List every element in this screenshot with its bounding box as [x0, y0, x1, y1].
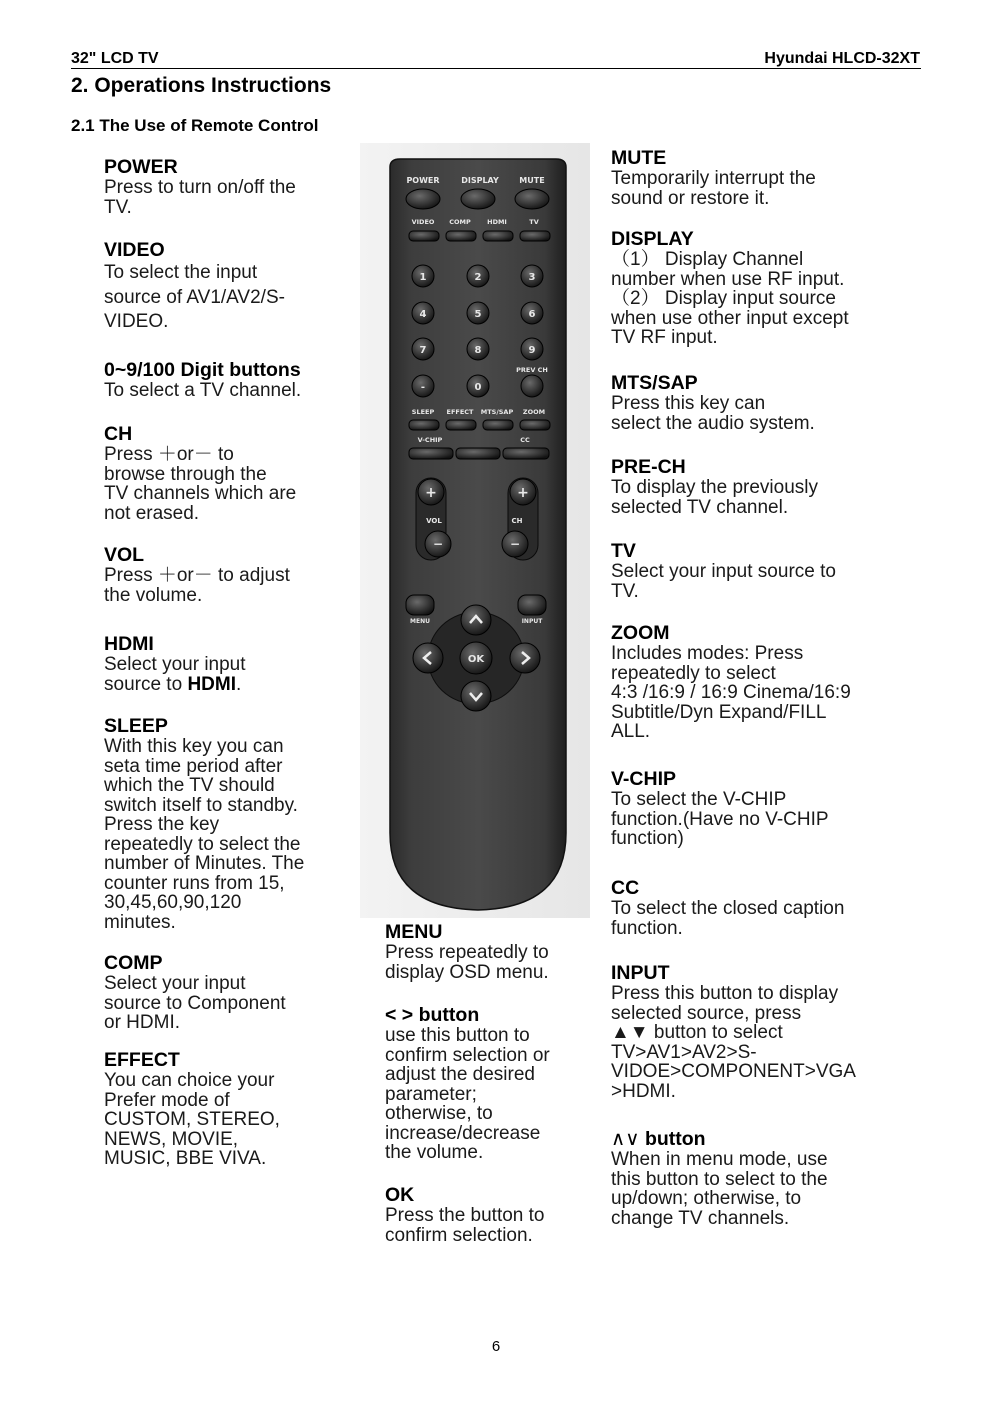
remote-mute-button[interactable] — [515, 189, 549, 209]
remote-digit-8-label: 8 — [474, 345, 482, 356]
entry-up-down-button — [611, 1129, 911, 1228]
entry-title: DISPLAY — [611, 228, 694, 250]
remote-display-button[interactable] — [461, 189, 495, 209]
remote-label-hdmi: HDMI — [487, 218, 507, 226]
entry-text: With this key you can seta time period after which the TV should switch itself to standby. Press the key repeatedly to select the number of Minutes. The counter runs from 15, 30,45,60,90,120 minutes. — [104, 736, 305, 933]
entry-text: Press ＋or－ to adjust the volume. — [104, 565, 290, 606]
entry-title: ZOOM — [611, 622, 670, 644]
entry-vol — [104, 545, 354, 605]
entry-text: Press to turn on/off the TV. — [104, 177, 296, 218]
hdmi-text-after: . — [236, 673, 242, 695]
entry-text: Press this key can select the audio system. — [611, 393, 815, 434]
remote-label-ch: CH — [511, 517, 523, 525]
entry-title: MUTE — [611, 147, 667, 169]
entry-title: OK — [385, 1184, 415, 1206]
entry-input — [611, 963, 911, 1101]
remote-digit-1-label: 1 — [419, 272, 427, 283]
remote-input-button[interactable] — [518, 595, 546, 615]
entry-digit-buttons — [104, 360, 354, 401]
entry-ok — [385, 1185, 600, 1245]
remote-label-mute: MUTE — [519, 176, 545, 185]
entry-pre-ch — [611, 457, 911, 517]
entry-title-text: button — [639, 1128, 706, 1150]
remote-label-sleep: SLEEP — [411, 408, 435, 416]
remote-label-v-chip: V-CHIP — [417, 436, 443, 444]
entry-ch — [104, 424, 354, 523]
remote-label-input: INPUT — [521, 618, 543, 625]
remote-digit-2-label: 2 — [474, 272, 482, 283]
remote-label-comp: COMP — [449, 218, 471, 226]
remote-digit-0-label: 0 — [474, 382, 482, 393]
entry-tv — [611, 541, 911, 601]
remote-cc-button[interactable] — [503, 448, 549, 459]
entry-text: To select the V-CHIP function.(Have no V-CHIP function) — [611, 789, 829, 849]
remote-tv-button[interactable] — [520, 231, 550, 241]
entry-left-right-button — [385, 1005, 600, 1163]
entry-v-chip — [611, 769, 911, 849]
remote-mts-sap-button[interactable] — [483, 420, 513, 430]
remote-prev-ch-button[interactable] — [521, 375, 543, 397]
remote-comp-button[interactable] — [446, 231, 476, 241]
remote-label-ok: OK — [467, 654, 485, 665]
entry-power — [104, 157, 354, 217]
remote-vol-minus-label: − — [432, 537, 444, 551]
entry-title: CH — [104, 423, 133, 445]
entry-text — [104, 655, 354, 694]
remote-label-video: VIDEO — [411, 218, 435, 226]
remote-sleep-button[interactable] — [409, 420, 439, 430]
entry-text: Temporarily interrupt the sound or restore it. — [611, 168, 816, 209]
remote-hdmi-button[interactable] — [483, 231, 513, 241]
header-rule — [71, 68, 921, 69]
remote-digit-4-label: 4 — [419, 309, 427, 320]
remote-menu-button[interactable] — [406, 595, 434, 615]
remote-video-button[interactable] — [409, 231, 439, 241]
entry-display — [611, 229, 911, 348]
entry-hdmi — [104, 634, 354, 694]
entry-mute — [611, 148, 911, 208]
header-model-right: Hyundai HLCD-32XT — [764, 50, 920, 67]
remote-label-display: DISPLAY — [461, 176, 499, 185]
entry-title: PRE-CH — [611, 456, 686, 478]
entry-text: Press this button to display selected source, press ▲▼ button to select TV>AV1>AV2>S- VIDOE>COMPONENT>VGA >HDMI. — [611, 983, 856, 1102]
remote-label-cc: CC — [520, 436, 530, 444]
entry-text: To select the closed caption function. — [611, 898, 845, 939]
remote-blank-button[interactable] — [456, 448, 500, 459]
entry-title — [611, 1129, 911, 1150]
entry-title: 0~9/100 Digit buttons — [104, 359, 301, 381]
remote-label-tv: TV — [529, 218, 539, 226]
entry-title: INPUT — [611, 962, 670, 984]
remote-zoom-button[interactable] — [520, 420, 550, 430]
entry-title: POWER — [104, 156, 178, 178]
entry-title: EFFECT — [104, 1049, 180, 1071]
subsection-title: 2.1 The Use of Remote Control — [71, 116, 319, 135]
entry-text: You can choice your Prefer mode of CUSTOM, STEREO, NEWS, MOVIE, MUSIC, BBE VIVA. — [104, 1070, 280, 1169]
entry-text: When in menu mode, use this button to select to the up/down; otherwise, to change TV channels. — [611, 1149, 828, 1229]
entry-text: Includes modes: Press repeatedly to select 4:3 /16:9 / 16:9 Cinema/16:9 Subtitle/Dyn Expand/FILL ALL. — [611, 643, 851, 742]
entry-title: COMP — [104, 952, 163, 974]
entry-comp — [104, 953, 354, 1033]
remote-down-button[interactable] — [461, 681, 491, 711]
entry-cc — [611, 878, 911, 938]
entry-text: To display the previously selected TV channel. — [611, 477, 818, 518]
entry-text: To select the input source of AV1/AV2/S- VIDEO. — [104, 262, 285, 332]
entry-title: VOL — [104, 544, 145, 566]
remote-power-button[interactable] — [406, 189, 440, 209]
remote-right-button[interactable] — [510, 643, 540, 673]
remote-digit-6-label: 6 — [528, 309, 536, 320]
entry-text: use this button to confirm selection or adjust the desired parameter; otherwise, to increase/decrease the volume. — [385, 1025, 550, 1163]
header-model-left: 32" LCD TV — [71, 50, 159, 67]
hdmi-text-before: Select your input source to — [104, 654, 246, 695]
remote-label-menu: MENU — [410, 618, 430, 625]
entry-text: （1） Display Channel number when use RF input. （2） Display input source when use other input except TV RF input. — [611, 249, 849, 348]
entry-effect — [104, 1050, 354, 1169]
remote-label-zoom: ZOOM — [522, 408, 546, 416]
entry-text: Press ＋or－ to browse through the TV channels which are not erased. — [104, 444, 297, 524]
remote-vol-plus-label: + — [425, 485, 437, 501]
entry-title: HDMI — [104, 633, 154, 655]
entry-sleep — [104, 716, 354, 932]
entry-text: To select a TV channel. — [104, 380, 302, 401]
remote-left-button[interactable] — [413, 643, 443, 673]
remote-label-effect: EFFECT — [446, 408, 474, 416]
entry-title: MTS/SAP — [611, 372, 698, 394]
entry-title: VIDEO — [104, 239, 165, 261]
up-down-glyphs: ∧∨ — [611, 1128, 640, 1150]
section-title: 2. Operations Instructions — [71, 74, 332, 97]
entry-title: V-CHIP — [611, 768, 677, 790]
entry-text: Press the button to confirm selection. — [385, 1205, 545, 1246]
entry-title: < > button — [385, 1004, 480, 1026]
entry-video — [104, 240, 354, 335]
page-number: 6 — [491, 1338, 501, 1355]
hdmi-text-bold: HDMI — [187, 673, 236, 695]
remote-label-vol: VOL — [426, 517, 442, 525]
remote-digit-9-label: 9 — [528, 345, 536, 356]
entry-mts-sap — [611, 373, 911, 433]
remote-control-illustration — [360, 143, 590, 918]
remote-ch-plus-label: + — [517, 485, 529, 501]
entry-text: Select your input source to TV. — [611, 561, 836, 602]
entry-title: SLEEP — [104, 715, 168, 737]
remote-digit-7-label: 7 — [419, 345, 427, 356]
entry-title: TV — [611, 540, 636, 562]
remote-digit-3-label: 3 — [528, 272, 536, 283]
remote-v-chip-button[interactable] — [409, 448, 453, 459]
remote-up-button[interactable] — [461, 605, 491, 635]
remote-dash-label: - — [420, 382, 426, 393]
entry-menu — [385, 922, 600, 982]
entry-zoom — [611, 623, 911, 742]
remote-effect-button[interactable] — [446, 420, 476, 430]
remote-label-mts-sap: MTS/SAP — [480, 408, 514, 416]
entry-text: Select your input source to Component or HDMI. — [104, 973, 286, 1033]
remote-ch-minus-label: − — [509, 537, 521, 551]
remote-label-power: POWER — [406, 176, 440, 185]
entry-title: MENU — [385, 921, 443, 943]
entry-title: CC — [611, 877, 640, 899]
remote-label-prev-ch: PREV CH — [516, 366, 548, 374]
remote-digit-5-label: 5 — [474, 309, 482, 320]
entry-text: Press repeatedly to display OSD menu. — [385, 942, 549, 983]
